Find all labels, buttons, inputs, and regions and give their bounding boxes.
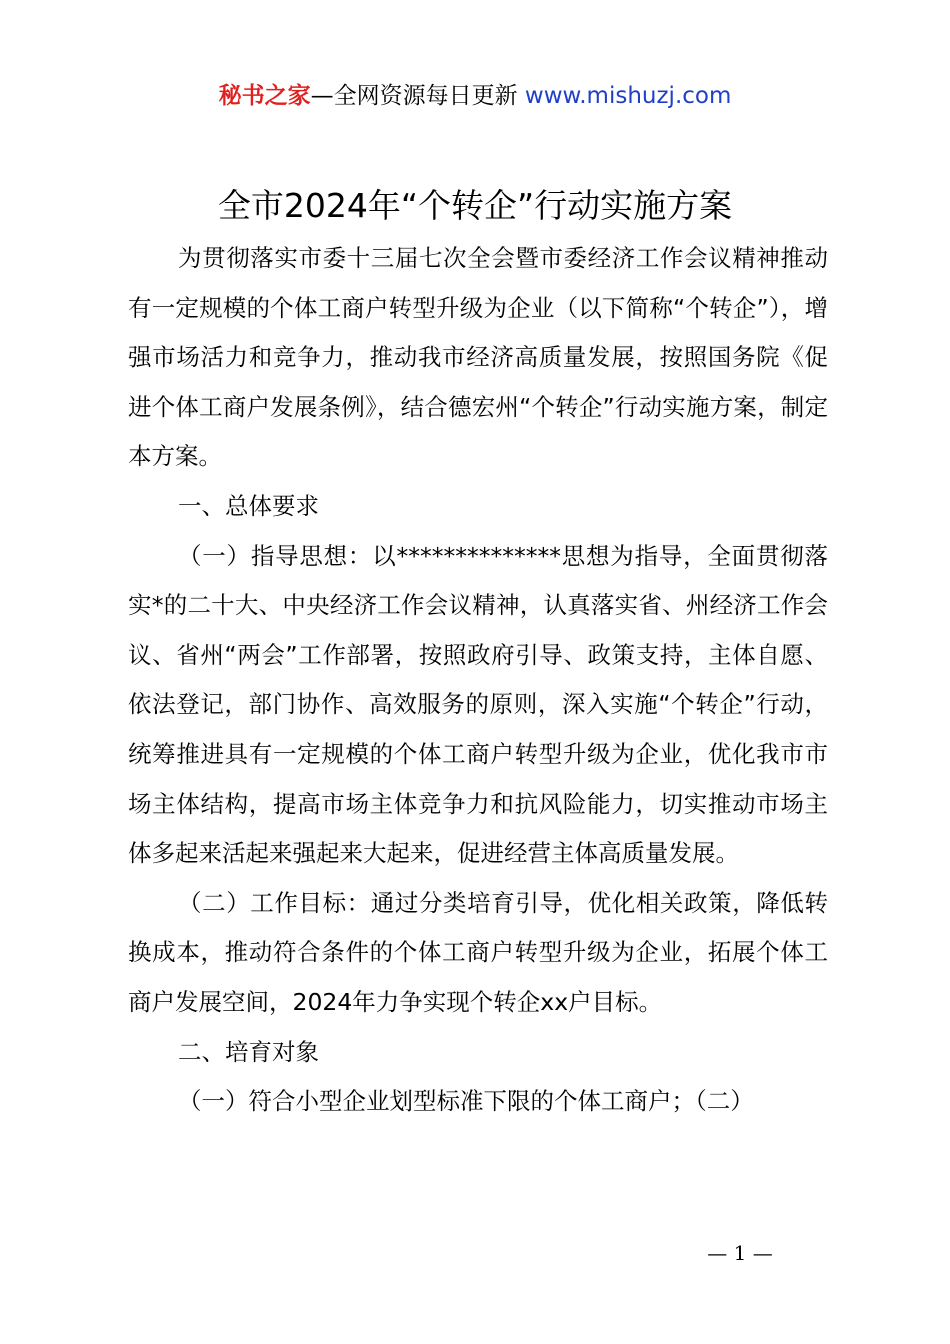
section-heading-cultivation-targets: 二、培育对象 (178, 1037, 319, 1066)
work-goals-paragraph: （二）工作目标：通过分类培育引导，优化相关政策，降低转换成本，推动符合条件的个体工商户转型升级为企业，拓展个体工商户发展空间，2024年力争实现个转企xx户目标。 (128, 888, 828, 1016)
section-heading-general-requirements: 一、总体要求 (178, 491, 319, 520)
document-title: 全市2024年“个转企”行动实施方案 (217, 186, 733, 225)
site-brand-name: 秘书之家 (218, 83, 311, 109)
guiding-ideology-paragraph: （一）指导思想：以**************思想为指导，全面贯彻落实*的二十大、中央经济工作会议精神，认真落实省、州经济工作会议、省州“两会”工作部署，按照政府引导、政策支持，主体自愿、依法登记，部门协作、高效服务的原则，深入实施“个转企”行动，统筹推进具有一定规模的个体工商户转型升级为企业，优化我市市场主体结构，提高市场主体竞争力和抗风险能力，切实推动市场主体多起来活起来强起来大起来，促进经营主体高质量发展。 (128, 541, 828, 868)
site-tagline: —全网资源每日更新 (310, 83, 525, 109)
site-url-link[interactable]: www.mishuzj.com (524, 83, 732, 109)
document-body (128, 234, 828, 1127)
intro-paragraph: 为贯彻落实市委十三届七次全会暨市委经济工作会议精神推动有一定规模的个体工商户转型升级为企业（以下简称“个转企”），增强市场活力和竞争力，推动我市经济高质量发展，按照国务院《促进个体工商户发展条例》，结合德宏州“个转企”行动实施方案，制定本方案。 (128, 244, 828, 471)
site-banner (0, 80, 950, 112)
cultivation-targets-paragraph: （一）符合小型企业划型标准下限的个体工商户；（二） (178, 1087, 754, 1116)
page-number: — 1 — (707, 1241, 773, 1265)
